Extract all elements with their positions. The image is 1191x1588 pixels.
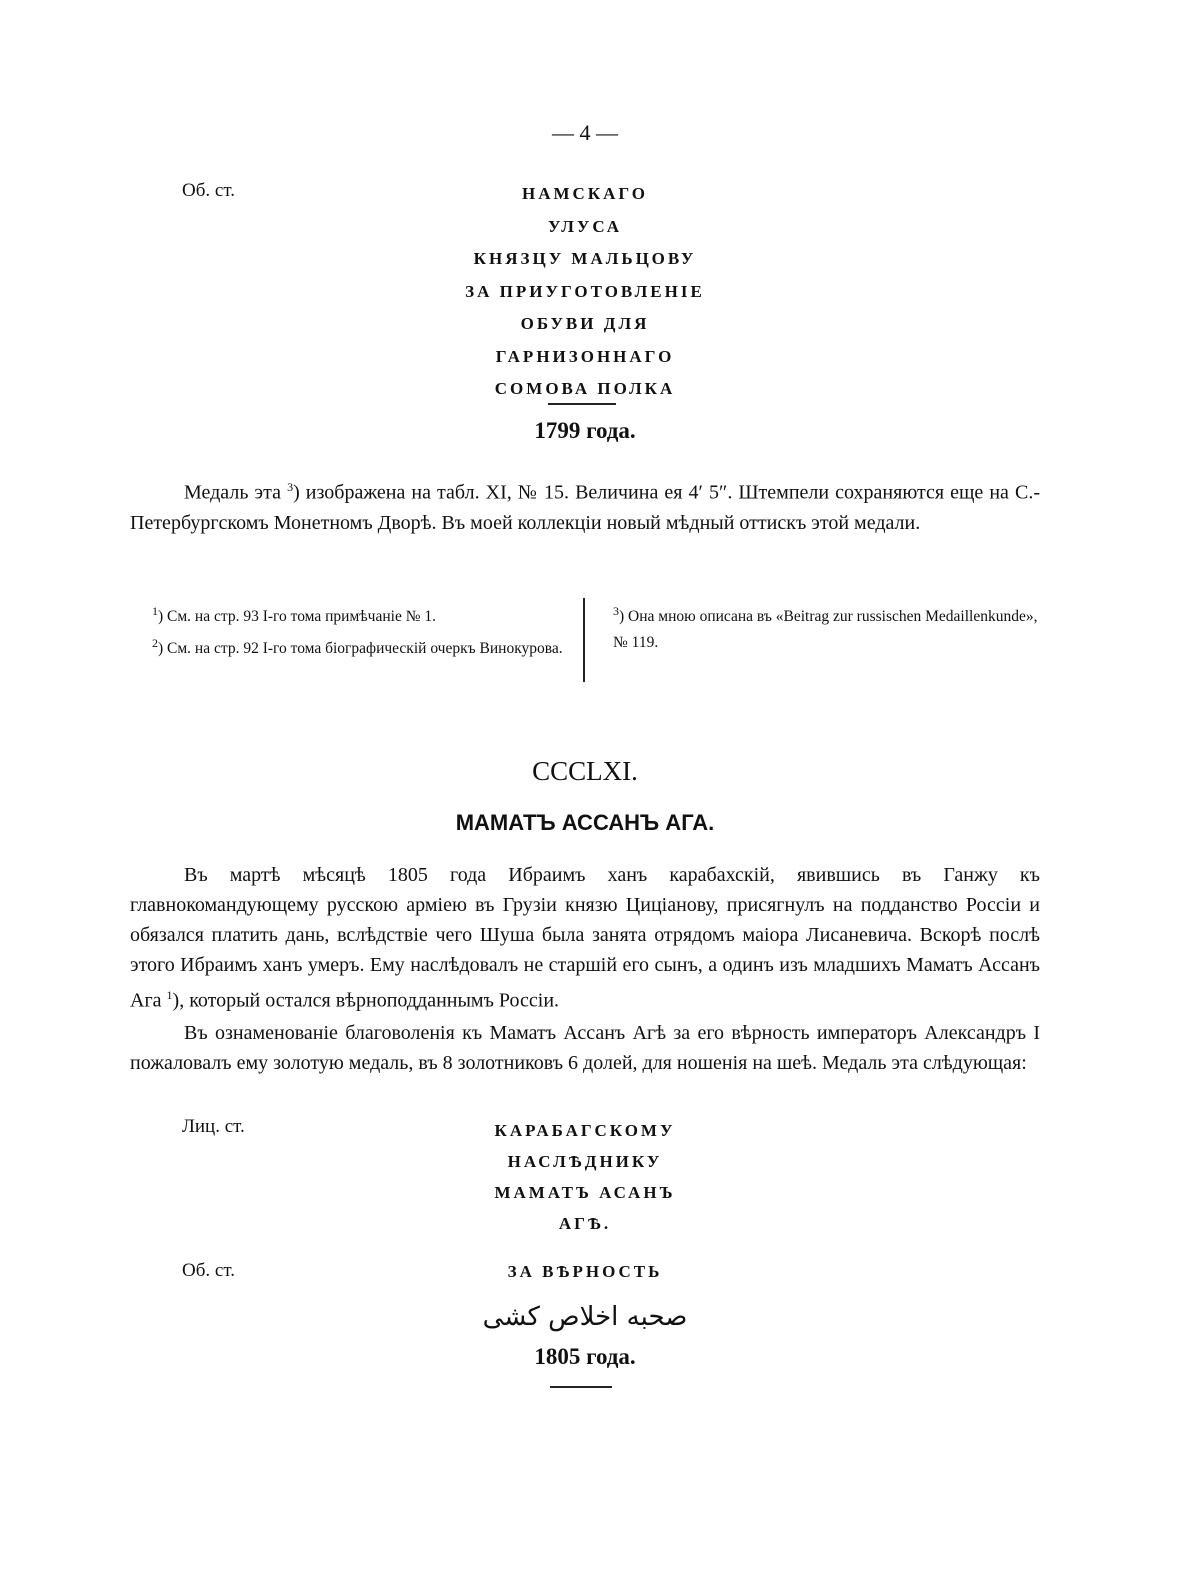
- divider: [548, 403, 616, 405]
- inscription-line: НАМСКАГО: [521, 184, 649, 203]
- inscription-line: МАМАТЪ АСАНЪ: [494, 1183, 676, 1202]
- inscription-line: ОБУВИ ДЛЯ: [520, 314, 650, 333]
- medal2-obverse: [300, 1115, 870, 1239]
- medal2-obverse-label: Лиц. ст.: [182, 1116, 245, 1137]
- medal2-year: 1805 года.: [534, 1344, 636, 1369]
- inscription-line: НАСЛѢДНИКУ: [507, 1152, 663, 1171]
- medal2-reverse-label: Об. ст.: [182, 1260, 235, 1281]
- medal1-side-label: Об. ст.: [182, 180, 235, 201]
- paragraph: Медаль эта $^3$) изображена на табл. XI, № 15. Величина ея 4′ 5″. Штемпели сохраняются еще на С.-Петербургскомъ Монетномъ Дворѣ. Въ моей коллекціи новый мѣдный оттискъ этой медали.: [130, 480, 1040, 534]
- section-title: МАМАТЪ АССАНЪ АГА.: [455, 810, 715, 835]
- section-number: CCCLXI.: [532, 756, 638, 786]
- divider: [550, 1386, 612, 1388]
- inscription-line: АГѢ.: [558, 1214, 612, 1233]
- inscription-line: ЗА ПРИУГОТОВЛЕНІЕ: [465, 281, 705, 301]
- medal1-year: 1799 года.: [534, 418, 636, 443]
- inscription-line: КНЯЗЦУ МАЛЬЦОВУ: [473, 249, 697, 268]
- footnotes-left: [130, 598, 580, 662]
- inscription-line: СОМОВА ПОЛКА: [494, 379, 676, 398]
- footnote-divider: [583, 598, 585, 682]
- medal1-inscription: [300, 178, 870, 406]
- page-number: — 4 —: [552, 120, 618, 145]
- medal2-arabic-inscription: صحبه اخلاص کشی: [482, 1302, 688, 1332]
- inscription-line: ГАРНИЗОННАГО: [495, 346, 675, 366]
- inscription-line: КАРАБАГСКОМУ: [494, 1121, 676, 1140]
- paragraph: Въ ознаменованіе благоволенія къ Маматъ Ассанъ Агѣ за его вѣрность императоръ Александръ I пожаловалъ ему золотую медаль, въ 8 золотниковъ 6 долей, для ношенія на шеѣ. Медаль эта слѣдующая:: [130, 1022, 1040, 1074]
- footnote: $^1$) См. на стр. 93 I-го тома примѣчаніе № 1.: [152, 604, 436, 626]
- footnote: $^2$) См. на стр. 92 I-го тома біографическій очеркъ Винокурова.: [152, 636, 563, 658]
- paragraph: Въ мартѣ мѣсяцѣ 1805 года Ибраимъ ханъ карабахскій, явившись въ Ганжу къ главнокомандующему русскою арміею въ Грузіи князю Циціанову, присягнулъ на подданство Россіи и обязался платить дань, вслѣдствіе чего Шуша была занята отрядомъ маіора Лисаневича. Вскорѣ послѣ этого Ибраимъ ханъ умеръ. Ему наслѣдовалъ не старшій его сынъ, а одинъ изъ младшихъ Маматъ Ассанъ Ага $^1$), который остался вѣрноподданнымъ Россіи.: [130, 864, 1040, 1012]
- inscription-line: УЛУСА: [547, 216, 623, 236]
- footnotes-right: [593, 598, 1043, 656]
- medal2-reverse: ЗА ВѢРНОСТЬ: [507, 1262, 663, 1281]
- footnote: $^3$) Она мною описана въ «Beitrag zur russischen Medaillenkunde», № 119.: [613, 604, 1038, 652]
